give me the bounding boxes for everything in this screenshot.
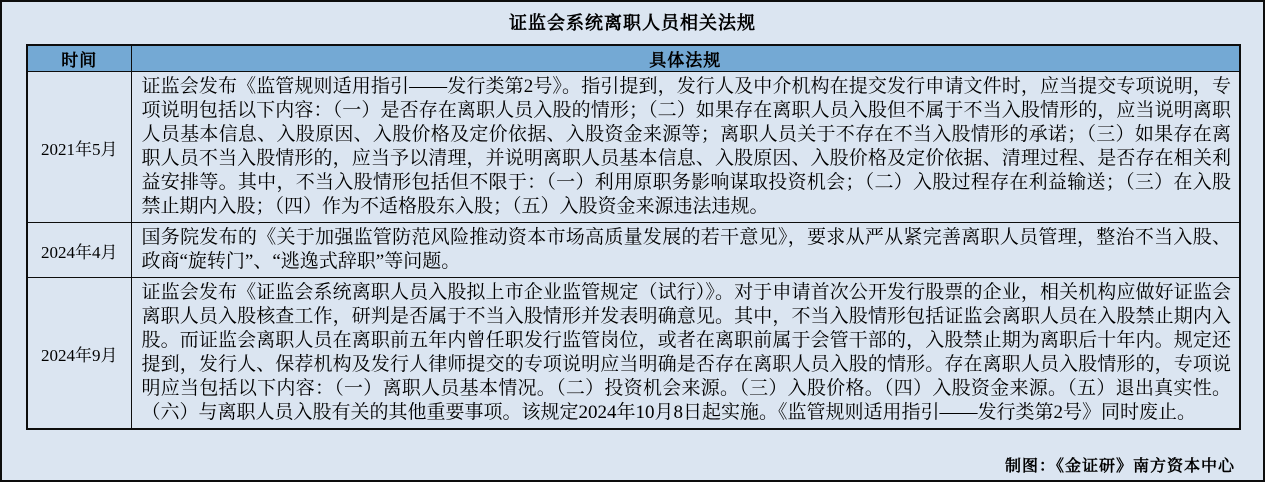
table-row	[27, 278, 1240, 430]
page-title: 证监会系统离职人员相关法规	[509, 13, 756, 33]
content-cell: 证监会发布《监管规则适用指引——发行类第2号》。指引提到，发行人及中介机构在提交发行申请文件时，应当提交专项说明，专项说明包括以下内容：（一）是否存在离职人员入股的情形；（二）如果存在离职人员入股但不属于不当入股情形的，应当说明离职人员基本信息、入股原因、入股价格及定价依据、入股资金来源等；离职人员关于不存在不当入股情形的承诺；（三）如果存在离职人员不当入股情形的，应当予以清理，并说明离职人员基本信息、入股原因、入股价格及定价依据、清理过程、是否存在相关利益安排等。其中，不当入股情形包括但不限于：（一）利用原职务影响谋取投资机会；（二）入股过程存在利益输送；（三）在入股禁止期内入股；（四）作为不适格股东入股；（五）入股资金来源违法违规。	[131, 72, 1240, 223]
table-row	[27, 223, 1240, 278]
regulations-table	[26, 44, 1241, 430]
time-cell: 2024年4月	[27, 223, 131, 278]
table-header-time: 时间	[27, 45, 131, 72]
table-header-content: 具体法规	[131, 45, 1240, 72]
table-row	[27, 72, 1240, 223]
footer-credit: 制图：《金证研》南方资本中心	[1004, 458, 1235, 475]
table-header-row	[27, 45, 1240, 72]
content-cell: 证监会发布《证监会系统离职人员入股拟上市企业监管规定（试行）》。对于申请首次公开发行股票的企业，相关机构应做好证监会离职人员入股核查工作，研判是否属于不当入股情形并发表明确意见。其中，不当入股情形包括证监会离职人员在入股禁止期内入股。而证监会离职人员在离职前五年内曾任职发行监管岗位，或者在离职前属于会管干部的，入股禁止期为离职后十年内。规定还提到，发行人、保荐机构及发行人律师提交的专项说明应当明确是否存在离职人员入股的情形。存在离职人员入股情形的，专项说明应当包括以下内容：（一）离职人员基本情况。（二）投资机会来源。（三）入股价格。（四）入股资金来源。（五）退出真实性。（六）与离职人员入股有关的其他重要事项。该规定2024年10月8日起实施。《监管规则适用指引——发行类第2号》同时废止。	[131, 278, 1240, 430]
time-cell: 2024年9月	[27, 278, 131, 430]
time-cell: 2021年5月	[27, 72, 131, 223]
content-cell: 国务院发布的《关于加强监管防范风险推动资本市场高质量发展的若干意见》，要求从严从紧完善离职人员管理，整治不当入股、政商“旋转门”、“逃逸式辞职”等问题。	[131, 223, 1240, 278]
